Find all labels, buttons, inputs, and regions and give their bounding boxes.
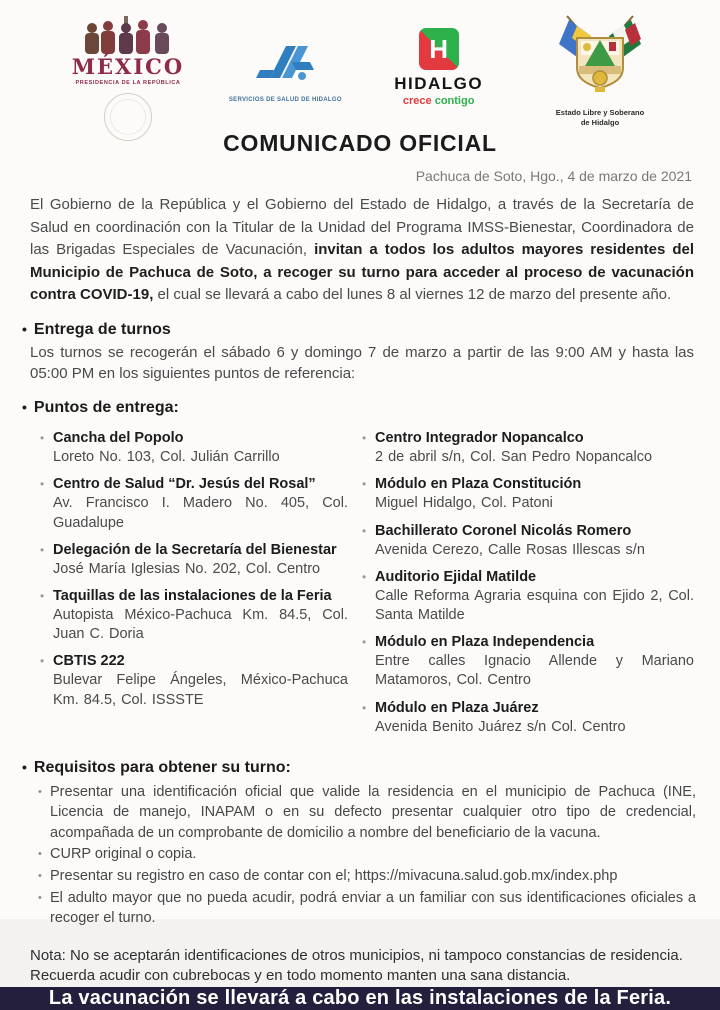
- location-address: José María Iglesias No. 202, Col. Centro: [53, 560, 321, 577]
- requisito-item: • Presentar su registro en caso de contar con el; https://mivacuna.salud.gob.mx/index.php: [38, 866, 696, 887]
- location-item: [40, 475, 348, 532]
- location-item: [40, 587, 348, 644]
- location-name: • Auditorio Ejidal Matilde: [375, 568, 537, 585]
- requisito-item: • CURP original o copia.: [38, 844, 696, 865]
- requisitos-list: [38, 782, 696, 930]
- section-puntos-heading: • Puntos de entrega:: [22, 399, 694, 417]
- presidencia-figures-image: [80, 14, 176, 54]
- hidalgo-logo-tagline: crece contigo: [402, 95, 475, 107]
- intro-text-bold: invitan a todos los adultos mayores residentes del Municipio de Pachuca de Soto, a recoger su turno para acceder al proceso de vacunación contra COVID-19,: [30, 241, 694, 303]
- section-requisitos-heading: • Requisitos para obtener su turno:: [22, 759, 694, 777]
- mexico-logo-wordmark: MÉXICO: [71, 54, 185, 79]
- location-address: Miguel Hidalgo, Col. Patoni: [375, 495, 553, 512]
- location-name: • Centro de Salud “Dr. Jesús del Rosal”: [53, 476, 316, 493]
- location-name: • Módulo en Plaza Juárez: [375, 699, 539, 716]
- entrega-body: Los turnos se recogerán el sábado 6 y domingo 7 de marzo a partir de las 9:00 AM y hasta las 05:00 PM en los siguientes puntos de referencia:: [30, 343, 694, 383]
- hidalgo-logo-wordmark: HIDALGO: [394, 74, 484, 93]
- location-address: Avenida Benito Juárez s/n Col. Centro: [375, 718, 626, 735]
- location-name: • Delegación de la Secretaría del Bienestar: [53, 541, 337, 558]
- mexico-logo-subtitle: PRESIDENCIA DE LA REPÚBLICA: [75, 80, 181, 86]
- location-name: • Módulo en Plaza Independencia: [375, 634, 595, 651]
- page-title: COMUNICADO OFICIAL: [223, 130, 497, 156]
- location-address: Avenida Cerezo, Calle Rosas Illescas s/n: [375, 541, 645, 558]
- puntos-left-column: [40, 429, 348, 745]
- location-name: • Bachillerato Coronel Nicolás Romero: [375, 522, 632, 539]
- puntos-columns: [40, 429, 694, 745]
- location-item: [40, 541, 348, 579]
- location-item: [362, 699, 694, 737]
- location-name: • Taquillas de las instalaciones de la Feria: [53, 587, 332, 604]
- location-item: [362, 568, 694, 625]
- requisito-item: • Presentar una identificación oficial que valide la residencia en el municipio de Pachuca (INE, Licencia de manejo, INAPAM o en su defecto presentar cualquier otro tipo de credencial, acompañada de un comprobante de domicilio a nombre del beneficiario de la vacuna.: [38, 782, 696, 844]
- location-item: [362, 429, 694, 467]
- hidalgo-coat-of-arms: [538, 14, 662, 128]
- location-address: 2 de abril s/n, Col. San Pedro Nopancalco: [375, 449, 653, 466]
- location-item: [362, 633, 694, 690]
- ssh-logo: [228, 36, 342, 103]
- dateline: Pachuca de Soto, Hgo., 4 de marzo de 2021: [415, 168, 692, 184]
- location-address: Loreto No. 103, Col. Julián Carrillo: [53, 449, 280, 466]
- location-address: Calle Reforma Agraria esquina con Ejido 2, Col. Santa Matilde: [375, 587, 694, 623]
- nota-text: Nota: No se aceptarán identificaciones de otros municipios, ni tampoco constancias de residencia. Recuerda acudir con cubrebocas y en todo momento manten una sana distancia.: [30, 946, 683, 985]
- coat-of-arms-image: [545, 14, 655, 104]
- intro-text-post: el cual se llevará a cabo del lunes 8 al viernes 12 de marzo del presente año.: [153, 286, 672, 303]
- mexico-seal-icon: [104, 93, 152, 141]
- coat-of-arms-caption: Estado Libre y Soberano de Hidalgo: [555, 108, 645, 128]
- hidalgo-h-icon: H: [419, 28, 459, 70]
- location-name: • CBTIS 222: [53, 653, 125, 670]
- puntos-right-column: [362, 429, 694, 745]
- footer-banner: La vacunación se llevará a cabo en las instalaciones de la Feria.: [0, 987, 720, 1010]
- requisito-item: • El adulto mayor que no pueda acudir, podrá enviar a un familiar con sus identificaciones oficiales a recoger el turno.: [38, 888, 696, 929]
- location-item: [362, 475, 694, 513]
- mexico-gov-logo: [68, 14, 188, 141]
- intro-text-pre: El Gobierno de la República y el Gobierno del Estado de Hidalgo, a través de la Secretaría de Salud en coordinación con la Titular de la Unidad del Programa IMSS-Bienestar, Coordinadora de las Brigadas Especiales de Vacunación,: [30, 196, 694, 258]
- header-logos: [0, 0, 720, 128]
- ssh-logo-glyph: [252, 36, 318, 94]
- location-address: Bulevar Felipe Ángeles, México-Pachuca Km. 84.5, Col. ISSSTE: [53, 672, 348, 708]
- location-name: • Centro Integrador Nopancalco: [375, 430, 584, 446]
- location-name: • Cancha del Popolo: [53, 430, 184, 446]
- hidalgo-logo: [383, 28, 495, 107]
- section-entrega-heading: • Entrega de turnos: [22, 321, 694, 339]
- location-address: Av. Francisco I. Madero No. 405, Col. Guadalupe: [53, 495, 348, 531]
- location-item: [40, 652, 348, 709]
- intro-paragraph: [30, 194, 694, 307]
- location-address: Entre calles Ignacio Allende y Mariano Matamoros, Col. Centro: [375, 653, 694, 689]
- location-item: [362, 522, 694, 560]
- ssh-logo-caption: SERVICIOS DE SALUD DE HIDALGO: [228, 97, 342, 103]
- location-address: Autopista México-Pachuca Km. 84.5, Col. Juan C. Doria: [53, 607, 348, 643]
- location-name: • Módulo en Plaza Constitución: [375, 476, 582, 493]
- location-item: [40, 429, 348, 467]
